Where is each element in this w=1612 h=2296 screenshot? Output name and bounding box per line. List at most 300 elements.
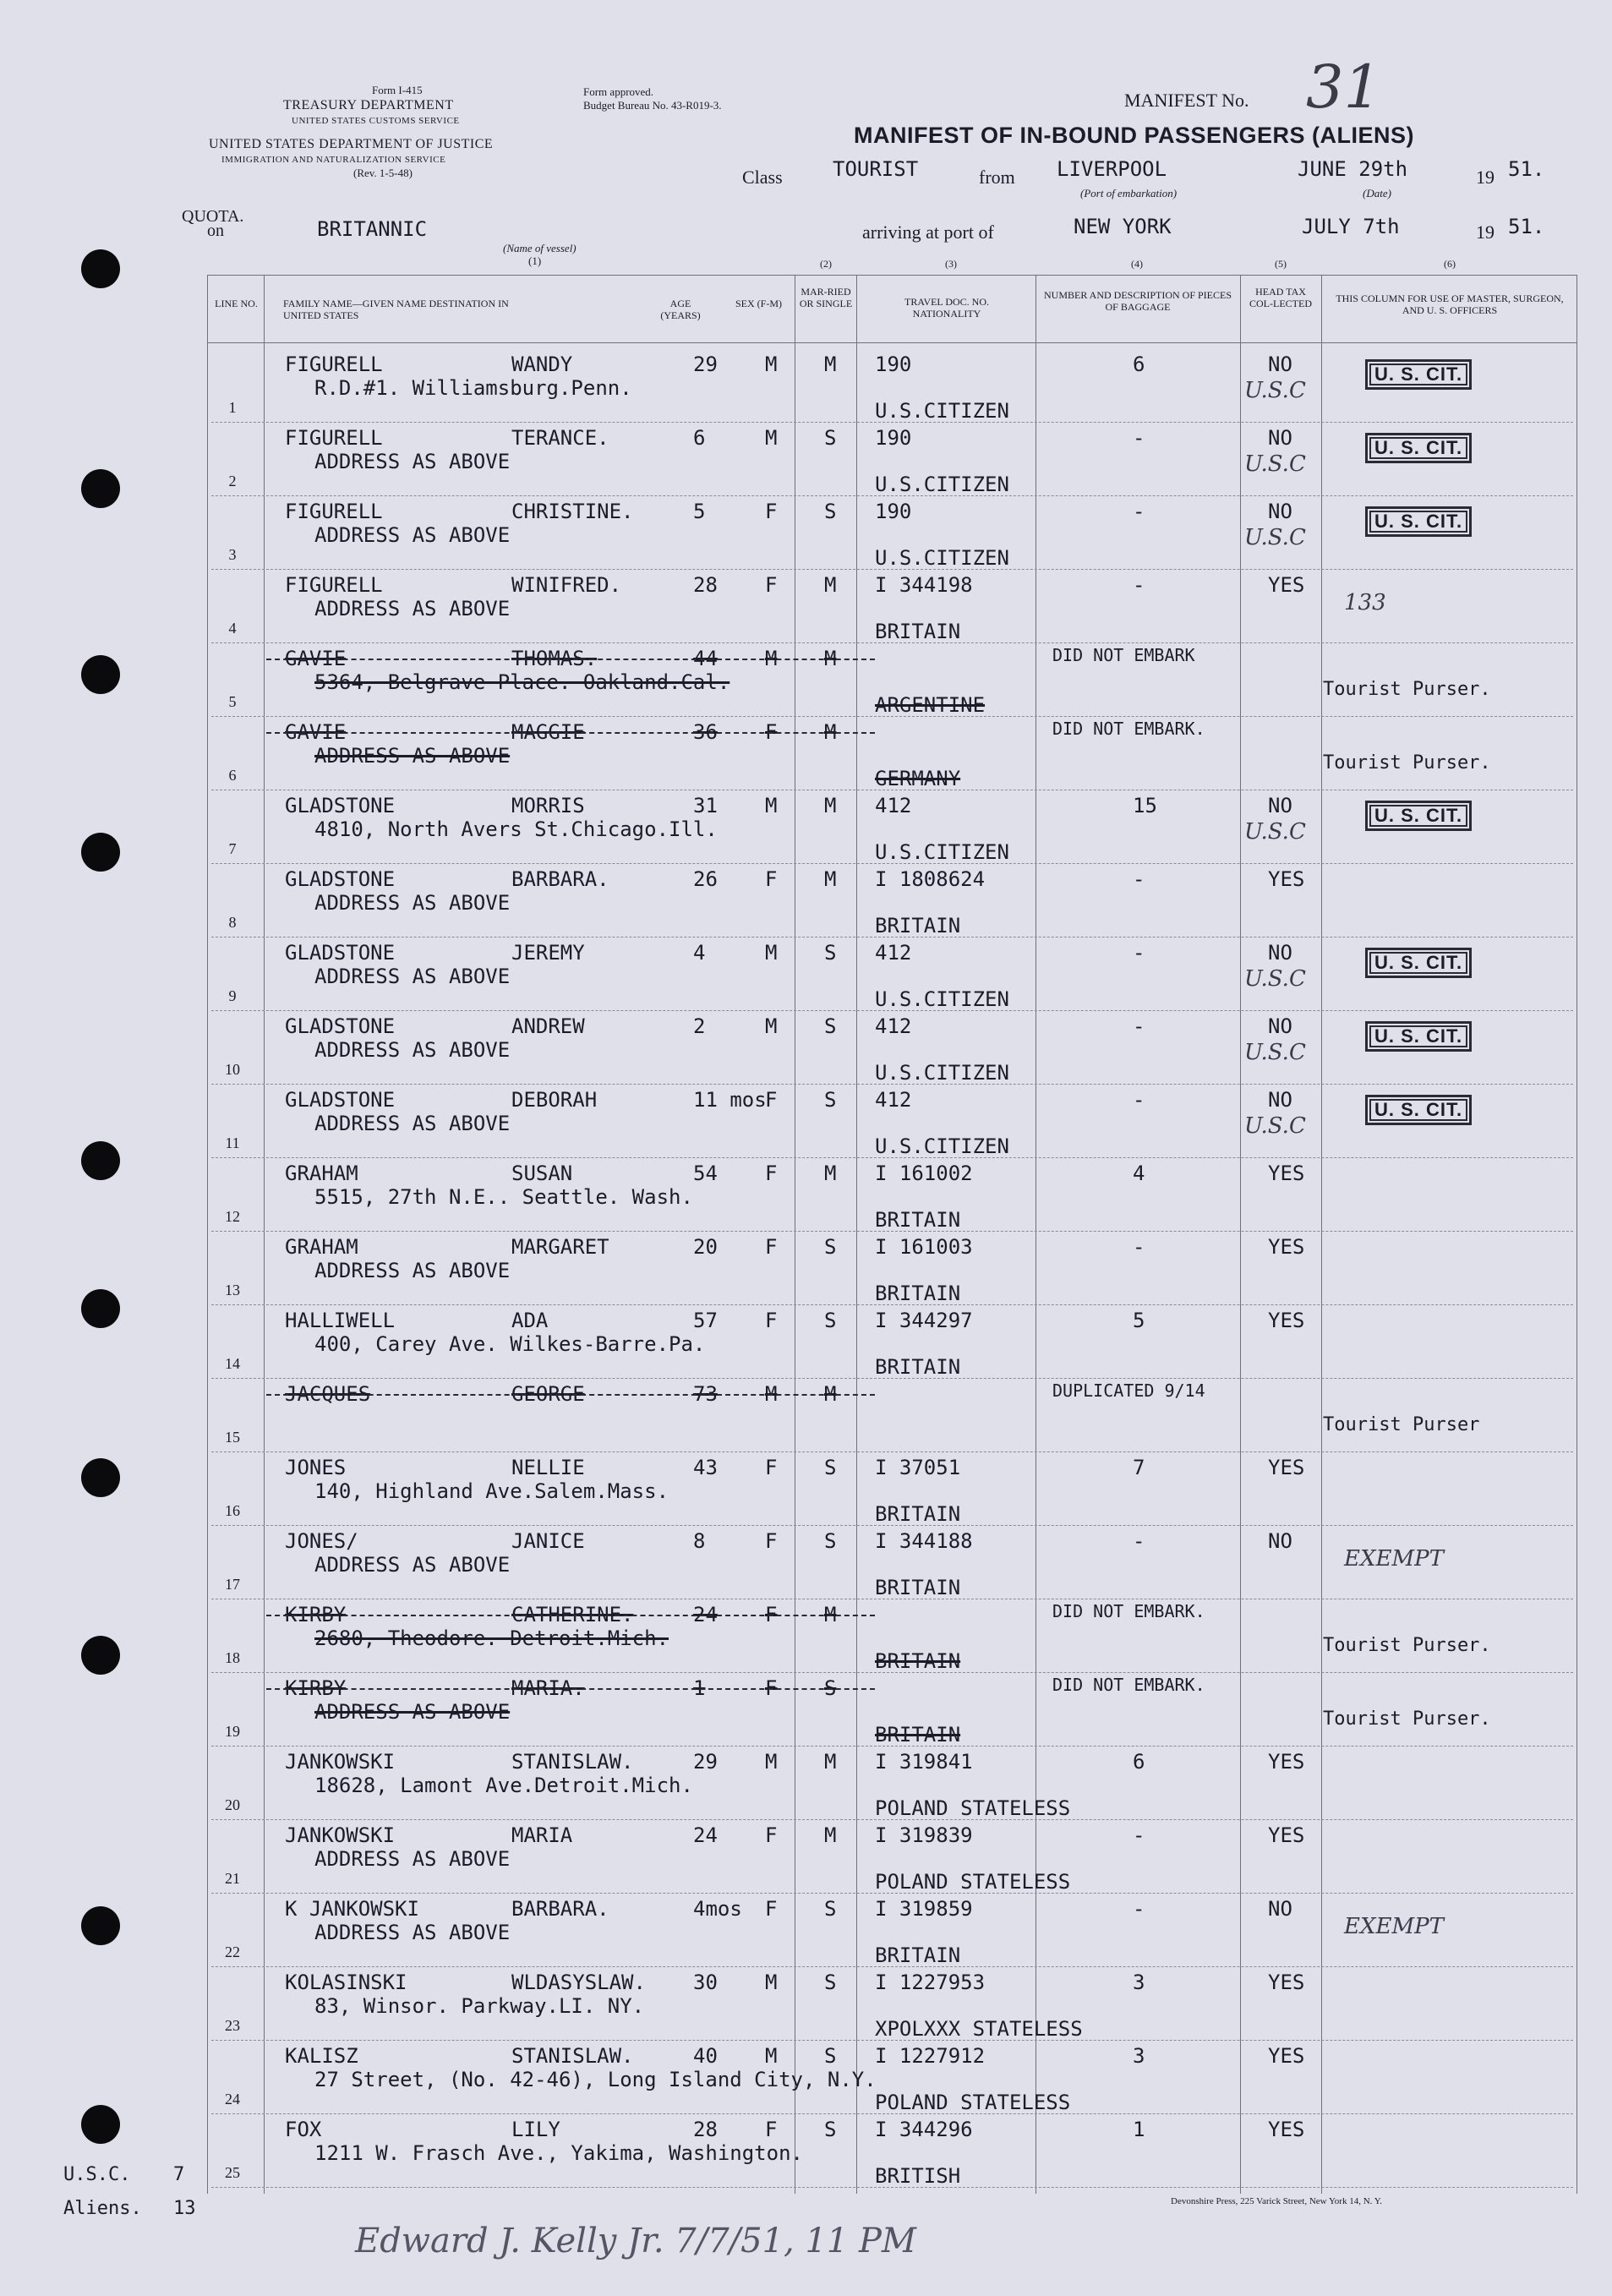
manifest-number: 31 — [1306, 52, 1382, 122]
passenger-age: 31 — [693, 794, 718, 817]
passenger-age: 54 — [693, 1162, 718, 1185]
line-number: 15 — [225, 1429, 240, 1446]
line-number: 9 — [228, 987, 237, 1004]
passenger-given-name: THOMAS. — [511, 647, 598, 670]
passenger-age: 29 — [693, 1750, 718, 1774]
row-separator — [211, 1378, 1573, 1379]
nationality: BRITAIN — [875, 1649, 961, 1673]
travel-doc-number: I 319841 — [875, 1750, 973, 1774]
line-number: 4 — [228, 620, 237, 637]
travel-doc-number: I 344296 — [875, 2118, 973, 2141]
row-separator — [211, 1084, 1573, 1085]
quota-label: QUOTA. — [182, 207, 244, 226]
baggage-count: - — [1133, 426, 1145, 450]
row-separator — [211, 1525, 1573, 1526]
passenger-marital-status: S — [824, 941, 837, 965]
passenger-given-name: MARIA — [511, 1823, 573, 1847]
head-tax: YES — [1268, 2118, 1305, 2141]
passenger-given-name: BARBARA. — [511, 1897, 609, 1921]
embark-note: DID NOT EMBARK — [1052, 645, 1195, 665]
destination-address: ADDRESS AS ABOVE — [314, 1553, 511, 1577]
travel-doc-number: I 1227912 — [875, 2044, 986, 2068]
strike-line — [266, 659, 875, 660]
passenger-age: 1 — [693, 1676, 706, 1700]
embark-note: DID NOT EMBARK. — [1052, 1601, 1205, 1621]
passenger-marital-status: S — [824, 1088, 837, 1112]
head-tax: NO — [1268, 1897, 1292, 1921]
head-tax: NO — [1268, 1088, 1292, 1112]
nationality: U.S.CITIZEN — [875, 399, 1009, 423]
col-num-6: (6) — [1444, 258, 1456, 270]
nationality: BRITAIN — [875, 1723, 961, 1747]
passenger-given-name: MARIA. — [511, 1676, 585, 1700]
passenger-marital-status: S — [824, 2118, 837, 2141]
us-citizen-stamp: U. S. CIT. — [1365, 948, 1472, 978]
purser-title: Tourist Purser. — [1323, 679, 1491, 700]
baggage-count: - — [1133, 1014, 1145, 1038]
passenger-given-name: MORRIS — [511, 794, 585, 817]
passenger-family-name: GRAHAM — [285, 1235, 358, 1259]
travel-doc-number: 190 — [875, 500, 912, 523]
passenger-sex: F — [765, 1603, 778, 1626]
embark-note: DUPLICATED 9/14 — [1052, 1380, 1205, 1401]
head-tax: NO — [1268, 794, 1292, 817]
passenger-family-name: FIGURELL — [285, 426, 383, 450]
officer-signature: Edward J. Kelly Jr. 7/7/51, 11 PM — [355, 2222, 916, 2260]
passenger-sex: F — [765, 1235, 778, 1259]
passenger-given-name: SUSAN — [511, 1162, 573, 1185]
vessel-name: BRITANNIC — [317, 217, 428, 241]
destination-address: ADDRESS AS ABOVE — [314, 1038, 511, 1062]
row-separator — [211, 1304, 1573, 1305]
header-married: MAR-RIED OR SINGLE — [799, 286, 853, 309]
travel-doc-number: 190 — [875, 353, 912, 376]
header-name: FAMILY NAME—GIVEN NAME DESTINATION IN UNITED STATES — [283, 298, 509, 321]
purser-title: Tourist Purser — [1323, 1414, 1480, 1435]
baggage-count: - — [1133, 1897, 1145, 1921]
class-value: TOURIST — [833, 157, 919, 181]
passenger-marital-status: S — [824, 500, 837, 523]
head-tax: YES — [1268, 867, 1305, 891]
passenger-family-name: GLADSTONE — [285, 794, 396, 817]
passenger-sex: F — [765, 1529, 778, 1553]
nationality: BRITAIN — [875, 1943, 961, 1967]
passenger-family-name: GLADSTONE — [285, 1088, 396, 1112]
col-rule — [207, 275, 208, 2194]
passenger-age: 8 — [693, 1529, 706, 1553]
year-prefix-1: 19 — [1476, 167, 1495, 188]
us-citizen-stamp: U. S. CIT. — [1365, 506, 1472, 537]
passenger-family-name: JANKOWSKI — [285, 1750, 396, 1774]
destination-address: 27 Street, (No. 42-46), Long Island City, N.Y. — [314, 2068, 877, 2091]
passenger-family-name: KOLASINSKI — [285, 1971, 407, 1994]
baggage-count: - — [1133, 1529, 1145, 1553]
passenger-sex: F — [765, 720, 778, 744]
travel-doc-number: I 344198 — [875, 573, 973, 597]
row-separator — [211, 1893, 1573, 1894]
head-tax: YES — [1268, 1456, 1305, 1479]
passenger-sex: M — [765, 1014, 778, 1038]
passenger-age: 73 — [693, 1382, 718, 1406]
us-citizen-stamp: U. S. CIT. — [1365, 1095, 1472, 1125]
destination-address: 2680, Theodore. Detroit.Mich. — [314, 1626, 669, 1650]
passenger-marital-status: M — [824, 1603, 837, 1626]
line-number: 7 — [228, 840, 237, 857]
baggage-count: 3 — [1133, 1971, 1145, 1994]
row-separator — [211, 495, 1573, 496]
punch-hole — [81, 469, 120, 508]
passenger-sex: M — [765, 353, 778, 376]
line-number: 21 — [225, 1870, 240, 1887]
nationality: BRITAIN — [875, 1502, 961, 1526]
row-separator — [211, 2113, 1573, 2114]
baggage-count: - — [1133, 1088, 1145, 1112]
passenger-family-name: GLADSTONE — [285, 1014, 396, 1038]
strike-line — [266, 1615, 875, 1616]
header-baggage: NUMBER AND DESCRIPTION OF PIECES OF BAGGAGE — [1043, 289, 1232, 313]
col-num-3: (3) — [945, 258, 957, 270]
passenger-given-name: MARGARET — [511, 1235, 609, 1259]
treasury-department: TREASURY DEPARTMENT — [283, 98, 454, 112]
passenger-given-name: STANISLAW. — [511, 1750, 634, 1774]
officer-annotation: EXEMPT — [1344, 1546, 1444, 1572]
destination-address: ADDRESS AS ABOVE — [314, 891, 511, 915]
destination-address: 83, Winsor. Parkway.LI. NY. — [314, 1994, 645, 2018]
embark-note: DID NOT EMBARK. — [1052, 1675, 1205, 1695]
punch-hole — [81, 2105, 120, 2144]
baggage-count: 6 — [1133, 1750, 1145, 1774]
passenger-family-name: JONES/ — [285, 1529, 358, 1553]
passenger-age: 30 — [693, 1971, 718, 1994]
header-age: AGE (YEARS) — [660, 298, 701, 321]
passenger-marital-status: M — [824, 353, 837, 376]
destination-address: ADDRESS AS ABOVE — [314, 523, 511, 547]
head-tax: YES — [1268, 1971, 1305, 1994]
row-separator — [211, 1157, 1573, 1158]
row-separator — [211, 716, 1573, 717]
passenger-sex: M — [765, 426, 778, 450]
passenger-marital-status: S — [824, 1971, 837, 1994]
head-tax: YES — [1268, 1162, 1305, 1185]
arrival-port: NEW YORK — [1074, 215, 1172, 238]
nationality: BRITISH — [875, 2164, 961, 2188]
passenger-family-name: FIGURELL — [285, 500, 383, 523]
line-number: 1 — [228, 399, 237, 416]
embarkation-caption: (Port of embarkation) — [1080, 187, 1178, 200]
head-tax: YES — [1268, 1750, 1305, 1774]
row-separator — [211, 1819, 1573, 1820]
passenger-sex: M — [765, 941, 778, 965]
officer-annotation: U.S.C — [1244, 525, 1306, 550]
row-separator — [211, 863, 1573, 864]
destination-address: ADDRESS AS ABOVE — [314, 1700, 511, 1724]
travel-doc-number: I 161002 — [875, 1162, 973, 1185]
nationality: BRITAIN — [875, 620, 961, 643]
row-separator — [211, 569, 1573, 570]
row-separator — [211, 1746, 1573, 1747]
row-separator — [211, 1231, 1573, 1232]
passenger-age: 24 — [693, 1603, 718, 1626]
destination-address: 1211 W. Frasch Ave., Yakima, Washington. — [314, 2141, 803, 2165]
passenger-family-name: KIRBY — [285, 1676, 347, 1700]
baggage-count: - — [1133, 573, 1145, 597]
nationality: BRITAIN — [875, 1355, 961, 1379]
passenger-sex: F — [765, 1897, 778, 1921]
passenger-sex: M — [765, 2044, 778, 2068]
passenger-marital-status: M — [824, 1823, 837, 1847]
us-citizen-stamp: U. S. CIT. — [1365, 359, 1472, 390]
line-number: 14 — [225, 1355, 240, 1372]
passenger-sex: M — [765, 647, 778, 670]
travel-doc-number: I 161003 — [875, 1235, 973, 1259]
baggage-count: - — [1133, 941, 1145, 965]
passenger-given-name: BARBARA. — [511, 867, 609, 891]
travel-doc-number: I 344188 — [875, 1529, 973, 1553]
usc-label: U.S.C. — [63, 2164, 131, 2185]
nationality: POLAND STATELESS — [875, 2091, 1071, 2114]
travel-doc-number: 190 — [875, 426, 912, 450]
passenger-family-name: JANKOWSKI — [285, 1823, 396, 1847]
destination-address: 4810, North Avers St.Chicago.Ill. — [314, 817, 718, 841]
travel-doc-number: I 37051 — [875, 1456, 961, 1479]
passenger-age: 2 — [693, 1014, 706, 1038]
nationality: BRITAIN — [875, 1576, 961, 1599]
passenger-sex: F — [765, 1676, 778, 1700]
baggage-count: - — [1133, 1235, 1145, 1259]
date-caption: (Date) — [1363, 187, 1391, 200]
passenger-given-name: WINIFRED. — [511, 573, 622, 597]
travel-doc-number: I 344297 — [875, 1309, 973, 1332]
destination-address: ADDRESS AS ABOVE — [314, 744, 511, 768]
row-separator — [211, 2187, 1573, 2188]
us-citizen-stamp: U. S. CIT. — [1365, 1021, 1472, 1052]
baggage-count: 1 — [1133, 2118, 1145, 2141]
col-num-4: (4) — [1131, 258, 1143, 270]
punch-hole — [81, 249, 120, 288]
passenger-given-name: TERANCE. — [511, 426, 609, 450]
nationality: BRITAIN — [875, 914, 961, 938]
punch-hole — [81, 833, 120, 872]
aliens-label: Aliens. — [63, 2198, 142, 2219]
passenger-sex: M — [765, 1382, 778, 1406]
row-separator — [211, 642, 1573, 643]
passenger-sex: F — [765, 1088, 778, 1112]
passenger-family-name: GAVIE — [285, 647, 347, 670]
officer-annotation: U.S.C — [1244, 966, 1306, 992]
passenger-sex: F — [765, 867, 778, 891]
baggage-count: 4 — [1133, 1162, 1145, 1185]
manifest-number-label: MANIFEST No. — [1124, 90, 1249, 111]
line-number: 23 — [225, 2017, 240, 2034]
passenger-given-name: ANDREW — [511, 1014, 585, 1038]
passenger-family-name: FIGURELL — [285, 353, 383, 376]
strike-line — [266, 1394, 875, 1396]
passenger-age: 11 mos — [693, 1088, 767, 1112]
nationality: XPOLXXX STATELESS — [875, 2017, 1083, 2041]
passenger-age: 36 — [693, 720, 718, 744]
travel-doc-number: 412 — [875, 1088, 912, 1112]
passenger-age: 4 — [693, 941, 706, 965]
destination-address: ADDRESS AS ABOVE — [314, 1112, 511, 1135]
baggage-count: - — [1133, 500, 1145, 523]
passenger-given-name: JANICE — [511, 1529, 585, 1553]
baggage-count: 5 — [1133, 1309, 1145, 1332]
passenger-family-name: KIRBY — [285, 1603, 347, 1626]
line-number: 16 — [225, 1502, 240, 1519]
nationality: POLAND STATELESS — [875, 1870, 1071, 1894]
usc-count: 7 — [173, 2164, 185, 2185]
embarkation-date: JUNE 29th — [1298, 157, 1408, 181]
destination-address: ADDRESS AS ABOVE — [314, 1259, 511, 1282]
punch-hole — [81, 655, 120, 694]
passenger-sex: F — [765, 1823, 778, 1847]
destination-address: 18628, Lamont Ave.Detroit.Mich. — [314, 1774, 693, 1797]
officer-annotation: EXEMPT — [1344, 1914, 1444, 1939]
destination-address: 5364, Belgrave Place. Oakland.Cal. — [314, 670, 730, 694]
passenger-family-name: GAVIE — [285, 720, 347, 744]
passenger-age: 28 — [693, 573, 718, 597]
passenger-marital-status: S — [824, 1676, 837, 1700]
passenger-given-name: ADA — [511, 1309, 549, 1332]
head-tax: NO — [1268, 426, 1292, 450]
line-number: 5 — [228, 693, 237, 710]
passenger-marital-status: S — [824, 1897, 837, 1921]
officer-annotation: U.S.C — [1244, 1113, 1306, 1139]
baggage-count: - — [1133, 1823, 1145, 1847]
travel-doc-number: I 1808624 — [875, 867, 986, 891]
travel-doc-number: 412 — [875, 794, 912, 817]
passenger-family-name: JONES — [285, 1456, 347, 1479]
table-header-rule — [207, 342, 1576, 343]
nationality: GERMANY — [875, 767, 961, 790]
class-label: Class — [742, 167, 783, 188]
head-tax: YES — [1268, 1235, 1305, 1259]
head-tax: NO — [1268, 500, 1292, 523]
passenger-marital-status: M — [824, 720, 837, 744]
nationality: U.S.CITIZEN — [875, 546, 1009, 570]
form-number: Form I-415 — [372, 84, 423, 96]
passenger-marital-status: M — [824, 794, 837, 817]
destination-address: ADDRESS AS ABOVE — [314, 1847, 511, 1871]
col-rule — [1321, 275, 1322, 2194]
destination-address: ADDRESS AS ABOVE — [314, 965, 511, 988]
nationality: BRITAIN — [875, 1208, 961, 1232]
passenger-sex: M — [765, 1971, 778, 1994]
row-separator — [211, 422, 1573, 423]
passenger-given-name: DEBORAH — [511, 1088, 598, 1112]
passenger-marital-status: M — [824, 1750, 837, 1774]
punch-hole — [81, 1289, 120, 1328]
passenger-marital-status: S — [824, 2044, 837, 2068]
passenger-family-name: K JANKOWSKI — [285, 1897, 419, 1921]
purser-title: Tourist Purser. — [1323, 1635, 1491, 1656]
passenger-given-name: CHRISTINE. — [511, 500, 634, 523]
destination-address: 140, Highland Ave.Salem.Mass. — [314, 1479, 669, 1503]
passenger-family-name: GLADSTONE — [285, 941, 396, 965]
passenger-sex: F — [765, 1162, 778, 1185]
row-separator — [211, 2040, 1573, 2041]
passenger-family-name: GRAHAM — [285, 1162, 358, 1185]
punch-hole — [81, 1141, 120, 1180]
line-number: 2 — [228, 473, 237, 489]
passenger-age: 6 — [693, 426, 706, 450]
officer-annotation: U.S.C — [1244, 378, 1306, 403]
destination-address: ADDRESS AS ABOVE — [314, 450, 511, 473]
nationality: U.S.CITIZEN — [875, 840, 1009, 864]
manifest-title: MANIFEST OF IN-BOUND PASSENGERS (ALIENS) — [854, 123, 1415, 148]
col-rule — [1240, 275, 1241, 2194]
passenger-given-name: CATHERINE. — [511, 1603, 634, 1626]
header-sex: SEX (F-M) — [735, 298, 783, 309]
passenger-age: 26 — [693, 867, 718, 891]
nationality: ARGENTINE — [875, 693, 986, 717]
travel-doc-number: I 1227953 — [875, 1971, 986, 1994]
passenger-family-name: HALLIWELL — [285, 1309, 396, 1332]
row-separator — [211, 1010, 1573, 1011]
head-tax: YES — [1268, 1309, 1305, 1332]
baggage-count: 6 — [1133, 353, 1145, 376]
passenger-marital-status: M — [824, 1382, 837, 1406]
vessel-caption-number: (1) — [528, 254, 542, 267]
passenger-given-name: LILY — [511, 2118, 560, 2141]
head-tax: YES — [1268, 1823, 1305, 1847]
destination-address: R.D.#1. Williamsburg.Penn. — [314, 376, 632, 400]
punch-hole — [81, 1906, 120, 1945]
nationality: U.S.CITIZEN — [875, 987, 1009, 1011]
line-number: 11 — [225, 1134, 240, 1151]
passenger-given-name: MAGGIE — [511, 720, 585, 744]
passenger-given-name: STANISLAW. — [511, 2044, 634, 2068]
destination-address: 400, Carey Ave. Wilkes-Barre.Pa. — [314, 1332, 706, 1356]
line-number: 18 — [225, 1649, 240, 1666]
nationality: BRITAIN — [875, 1282, 961, 1305]
officer-annotation: 133 — [1344, 590, 1386, 615]
passenger-age: 40 — [693, 2044, 718, 2068]
row-separator — [211, 1966, 1573, 1967]
head-tax: NO — [1268, 1014, 1292, 1038]
passenger-marital-status: S — [824, 1014, 837, 1038]
header-officers: THIS COLUMN FOR USE OF MASTER, SURGEON, AND U. S. OFFICERS — [1336, 292, 1564, 316]
passenger-sex: F — [765, 500, 778, 523]
form-approved: Form approved. — [583, 85, 654, 98]
head-tax: NO — [1268, 353, 1292, 376]
passenger-family-name: FIGURELL — [285, 573, 383, 597]
head-tax: YES — [1268, 573, 1305, 597]
line-number: 6 — [228, 767, 237, 784]
baggage-count: 7 — [1133, 1456, 1145, 1479]
us-citizen-stamp: U. S. CIT. — [1365, 433, 1472, 463]
header-travel-doc: TRAVEL DOC. NO. NATIONALITY — [904, 296, 989, 320]
row-separator — [211, 1451, 1573, 1452]
passenger-age: 4mos — [693, 1897, 742, 1921]
line-number: 3 — [228, 546, 237, 563]
embarkation-port: LIVERPOOL — [1057, 157, 1167, 181]
passenger-family-name: JACQUES — [285, 1382, 371, 1406]
line-number: 24 — [225, 2091, 240, 2107]
passenger-marital-status: M — [824, 647, 837, 670]
header-head-tax: HEAD TAX COL-LECTED — [1249, 286, 1312, 309]
passenger-age: 29 — [693, 353, 718, 376]
officer-annotation: U.S.C — [1244, 1040, 1306, 1065]
budget-bureau: Budget Bureau No. 43-R019-3. — [583, 99, 722, 112]
printer-imprint: Devonshire Press, 225 Varick Street, New York 14, N. Y. — [1171, 2196, 1383, 2206]
travel-doc-number: I 319859 — [875, 1897, 973, 1921]
aliens-count: 13 — [173, 2198, 196, 2219]
destination-address: ADDRESS AS ABOVE — [314, 597, 511, 620]
arrival-date: JULY 7th — [1302, 215, 1400, 238]
punch-hole — [81, 1636, 120, 1675]
us-citizen-stamp: U. S. CIT. — [1365, 801, 1472, 831]
